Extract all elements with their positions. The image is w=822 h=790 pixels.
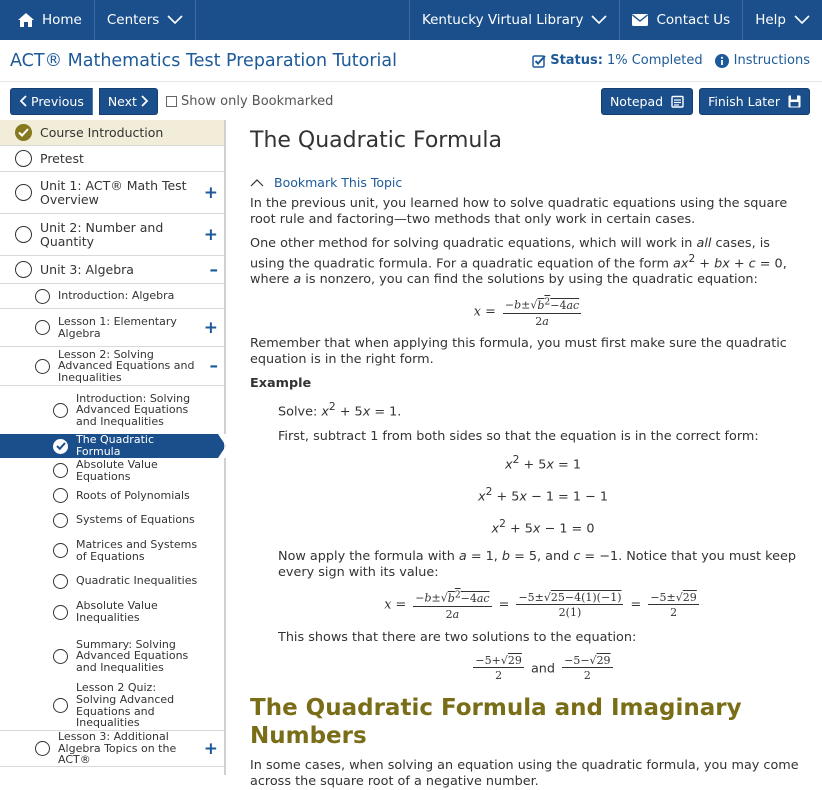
expand-icon[interactable]: + xyxy=(203,317,218,338)
text: cases, is using the quadratic formula. For a quadratic equation of the form xyxy=(250,236,770,272)
paragraph-1: In the previous unit, you learned how to solve quadratic equations using the square root rule and factoring—two methods that only work in certain cases. xyxy=(250,196,788,228)
nav-help-label: Help xyxy=(755,12,786,28)
incomplete-circle-icon xyxy=(35,741,50,756)
main-area xyxy=(0,120,822,790)
step-3: This shows that there are two solutions to the equation: xyxy=(278,629,637,645)
solutions: $\frac{-5+√29}{2}$ and $\frac{-5-√29}{2}$ xyxy=(475,653,611,683)
bookmarked-only-checkbox[interactable] xyxy=(166,96,177,107)
bookmark-link[interactable] xyxy=(250,175,808,191)
nav-contact-label: Contact Us xyxy=(656,12,731,28)
outline-item-label: Introduction: Solving Advanced Equations and Inequalities xyxy=(76,391,191,428)
incomplete-circle-icon xyxy=(53,403,68,418)
outline-item-lesson-2[interactable] xyxy=(0,347,224,386)
outline-item-label: Pretest xyxy=(40,150,84,166)
outline-item-lesson-1[interactable] xyxy=(0,309,224,347)
outline-item-label: Summary: Solving Advanced Equations and Inequalities xyxy=(76,637,189,674)
nav-home[interactable] xyxy=(0,0,95,40)
chevron-right-icon xyxy=(141,95,149,107)
home-icon xyxy=(18,13,34,27)
course-outline xyxy=(0,120,226,775)
incomplete-circle-icon xyxy=(35,320,50,335)
outline-item-absolute-value-inequalities[interactable] xyxy=(0,593,224,631)
bookmarked-only-label: Show only Bookmarked xyxy=(180,93,334,109)
outline-item-label: Unit 2: Number and Quantity xyxy=(40,220,164,249)
equation-3: $x^2 + 5x - 1 = 0$ xyxy=(491,517,595,537)
and-word: and xyxy=(530,660,556,676)
incomplete-circle-icon xyxy=(15,261,32,278)
completed-check-icon xyxy=(15,124,32,141)
outline-item-unit-1[interactable] xyxy=(0,172,224,214)
outline-item-quadratic-inequalities[interactable] xyxy=(0,569,224,593)
nav-home-label: Home xyxy=(42,12,82,28)
outline-item-unit-3[interactable] xyxy=(0,256,224,284)
instructions-label: Instructions xyxy=(733,53,810,68)
chevron-down-icon xyxy=(591,15,607,25)
outline-item-systems-of-equations[interactable] xyxy=(0,508,224,532)
finish-later-label: Finish Later xyxy=(708,93,780,109)
save-icon xyxy=(788,95,801,108)
incomplete-circle-icon xyxy=(15,184,32,201)
chevron-down-icon xyxy=(794,15,810,25)
solve-line: Solve: $x^2 + 5x = 1$. xyxy=(278,400,402,420)
outline-item-label: Unit 3: Algebra xyxy=(40,261,134,277)
lesson-content xyxy=(226,120,822,790)
incomplete-circle-icon xyxy=(53,543,68,558)
incomplete-circle-icon xyxy=(15,226,32,243)
notepad-label: Notepad xyxy=(609,93,664,109)
toolbar xyxy=(0,82,822,120)
outline-item-label: Course Introduction xyxy=(40,124,164,140)
outline-item-label: Roots of Polynomials xyxy=(76,488,190,502)
example-heading: Example xyxy=(250,376,312,392)
lesson-title: The Quadratic Formula xyxy=(250,128,502,153)
status-label: Status: xyxy=(550,53,603,68)
outline-item-intro-advanced[interactable] xyxy=(0,386,224,434)
next-button[interactable] xyxy=(99,88,158,115)
next-label: Next xyxy=(107,93,137,109)
bookmark-label: Bookmark This Topic xyxy=(274,174,403,190)
notepad-button[interactable] xyxy=(601,88,693,115)
nav-library[interactable] xyxy=(410,0,621,40)
nav-library-label: Kentucky Virtual Library xyxy=(421,12,584,28)
emphasis: all xyxy=(696,236,712,252)
outline-item-label: Unit 1: ACT® Math Test Overview xyxy=(40,178,187,207)
instructions-link[interactable] xyxy=(715,53,810,68)
incomplete-circle-icon xyxy=(53,513,68,528)
finish-later-button[interactable] xyxy=(699,88,810,115)
step-1: First, subtract 1 from both sides so that the equation is in the correct form: xyxy=(278,428,759,444)
status xyxy=(532,53,702,68)
equation-2: $x^2 + 5x - 1 = 1 - 1$ xyxy=(478,484,608,505)
collapse-icon[interactable]: – xyxy=(209,356,218,376)
text: is nonzero, you can find the solutions by using the quadratic equation: xyxy=(301,272,758,288)
outline-item-label: Introduction: Algebra xyxy=(58,289,175,303)
outline-item-label: Lesson 2 Quiz: Solving Advanced Equations and Inequalities xyxy=(76,681,175,730)
course-title: ACT® Mathematics Test Preparation Tutorial xyxy=(10,50,397,71)
outline-item-course-introduction[interactable] xyxy=(0,120,224,146)
envelope-icon xyxy=(632,14,648,26)
text: Solve: xyxy=(278,404,318,420)
incomplete-circle-icon xyxy=(53,463,68,478)
incomplete-circle-icon xyxy=(35,289,50,304)
outline-item-unit-2[interactable] xyxy=(0,214,224,256)
outline-item-label: Lesson 2: Solving Advanced Equations and Inequalities xyxy=(58,347,195,384)
example-body xyxy=(250,400,808,683)
incomplete-circle-icon xyxy=(53,605,68,620)
outline-item-label: Lesson 1: Elementary Algebra xyxy=(58,314,177,340)
text: , where xyxy=(250,256,787,288)
nav-centers[interactable] xyxy=(95,0,196,40)
checkbox-checked-icon xyxy=(532,54,546,68)
section-heading: The Quadratic Formula and Imaginary Numbers xyxy=(250,695,742,749)
bookmarked-only-toggle[interactable] xyxy=(166,94,333,109)
outline-item-label: Absolute Value Equations xyxy=(76,457,158,483)
course-header xyxy=(0,40,822,82)
outline-item-label: Matrices and Systems of Equations xyxy=(76,537,198,563)
outline-item-intro-algebra[interactable] xyxy=(0,284,224,309)
expand-icon[interactable]: + xyxy=(203,182,218,203)
outline-item-label: Quadratic Inequalities xyxy=(76,574,198,588)
outline-item-lesson-3[interactable] xyxy=(0,731,224,767)
outline-item-summary[interactable] xyxy=(0,631,224,681)
incomplete-circle-icon xyxy=(35,359,50,374)
paragraph-3: Remember that when applying this formula, you must first make sure the quadratic equation is in the right form. xyxy=(250,336,787,368)
paragraph-2: One other method for solving quadratic equations, which will work in all cases, is using the quadratic formula. For a quadratic equation of the form $ax^2$ + bx + c = 0, where a is nonzero, you can find the solutions by using the quadratic equation: xyxy=(250,236,787,288)
paragraph-4: In some cases, when solving an equation using the quadratic formula, you may come across the square root of a negative number. xyxy=(250,758,799,790)
outline-item-label: Lesson 3: Additional Algebra Topics on the ACT® xyxy=(58,730,177,767)
incomplete-circle-icon xyxy=(53,649,68,664)
expand-icon[interactable]: + xyxy=(203,224,218,245)
quadratic-formula: x = $\frac{-b\pm√b^2-4ac}{2a}$ xyxy=(473,296,580,328)
incomplete-circle-icon xyxy=(53,698,68,713)
incomplete-circle-icon xyxy=(53,574,68,589)
bookmark-icon xyxy=(250,178,264,187)
expand-icon[interactable]: + xyxy=(203,738,218,759)
equation-1: $x^2 + 5x = 1$ xyxy=(505,452,581,472)
previous-label: Previous xyxy=(31,93,84,109)
collapse-icon[interactable]: – xyxy=(209,259,218,280)
nav-centers-label: Centers xyxy=(106,12,160,28)
outline-item-lesson-2-quiz[interactable] xyxy=(0,681,224,731)
top-navigation xyxy=(0,0,822,40)
outline-item-pretest[interactable] xyxy=(0,146,224,172)
outline-item-label: Systems of Equations xyxy=(76,513,195,527)
previous-button[interactable] xyxy=(10,88,93,115)
chevron-down-icon xyxy=(167,15,183,25)
outline-item-matrices[interactable] xyxy=(0,532,224,569)
outline-item-label: Absolute Value Inequalities xyxy=(76,599,158,624)
pager xyxy=(10,88,158,115)
nav-contact[interactable] xyxy=(620,0,743,40)
current-check-icon xyxy=(53,439,68,454)
nav-help[interactable] xyxy=(743,0,822,40)
outline-item-roots-of-polynomials[interactable] xyxy=(0,483,224,508)
outline-item-absolute-value-equations[interactable] xyxy=(0,458,224,483)
chevron-left-icon xyxy=(19,95,27,107)
text: . Notice that you must keep every sign with its value: xyxy=(278,549,796,581)
incomplete-circle-icon xyxy=(53,488,68,503)
step-2: Now apply the formula with a = 1, b = 5, and c = −1. Notice that you must keep every sign with its value: xyxy=(278,549,796,581)
nav-spacer xyxy=(196,0,410,40)
notepad-icon xyxy=(671,95,684,108)
outline-item-quadratic-formula[interactable] xyxy=(0,434,224,458)
text: One other method for solving quadratic equations, which will work in xyxy=(250,236,697,252)
applied-formula: x = $\frac{-b\pm√b^2-4ac}{2a}$ = $\frac{-5\pm√25-4(1)(-1)}{2(1)}$ = $\frac{-5\pm√29}{2}$ xyxy=(384,589,697,621)
outline-item-label: The Quadratic Formula xyxy=(76,433,154,458)
text: Now apply the formula with xyxy=(278,549,459,565)
incomplete-circle-icon xyxy=(15,150,32,167)
status-value: 1% Completed xyxy=(606,53,703,68)
info-icon xyxy=(715,54,729,68)
